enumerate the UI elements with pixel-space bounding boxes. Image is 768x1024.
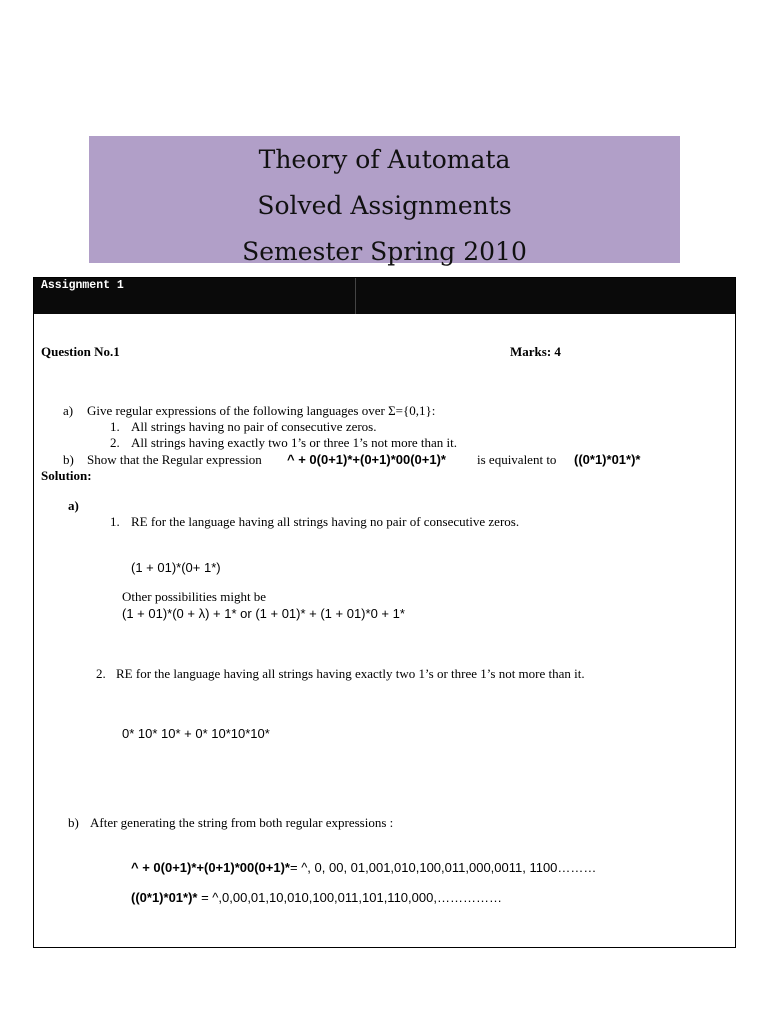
solution-1-alternatives: (1 + 01)*(0 + λ) + 1* or (1 + 01)* + (1 + 01)*0 + 1* bbox=[122, 606, 405, 621]
item-b-text: Show that the Regular expression bbox=[87, 452, 262, 467]
solution-1-other-label: Other possibilities might be bbox=[122, 589, 267, 604]
solution-1-number: 1. bbox=[110, 514, 120, 529]
item-a-label: a) bbox=[63, 403, 74, 418]
header-divider bbox=[355, 278, 356, 314]
solution-b-label: b) bbox=[68, 815, 79, 830]
solution-1-text: RE for the language having all strings having no pair of consecutive zeros. bbox=[131, 514, 520, 529]
item-b-label: b) bbox=[63, 452, 74, 467]
solution-b-expression-1: ^ + 0(0+1)*+(0+1)*00(0+1)* bbox=[131, 860, 290, 875]
item-a-text: Give regular expressions of the following languages over Σ={0,1}: bbox=[87, 403, 436, 418]
item-b-middle-text: is equivalent to bbox=[477, 452, 557, 467]
title-banner bbox=[89, 136, 680, 266]
solution-b-text: After generating the string from both regular expressions : bbox=[90, 815, 394, 830]
item-a2-text: All strings having exactly two 1’s or three 1’s not more than it. bbox=[131, 435, 458, 450]
solution-b-expression-2: ((0*1)*01*)* bbox=[131, 890, 198, 905]
item-a1-text: All strings having no pair of consecutive zeros. bbox=[131, 419, 377, 434]
solution-2-number: 2. bbox=[96, 666, 106, 681]
solution-b-line-2 bbox=[131, 890, 502, 906]
solution-2-regex: 0* 10* 10* + 0* 10*10*10* bbox=[122, 726, 270, 741]
item-b-expression-1: ^ + 0(0+1)*+(0+1)*00(0+1)* bbox=[287, 452, 446, 467]
item-a1-number: 1. bbox=[110, 419, 120, 434]
title-line-3: Semester Spring 2010 bbox=[242, 237, 527, 266]
marks-label: Marks: 4 bbox=[510, 344, 561, 359]
solution-a-label: a) bbox=[68, 498, 79, 513]
assignment-label: Assignment 1 bbox=[41, 279, 124, 292]
assignment-frame bbox=[33, 277, 736, 948]
solution-b-line-1 bbox=[131, 860, 596, 876]
item-b-expression-2: ((0*1)*01*)* bbox=[574, 452, 641, 467]
title-line-2: Solved Assignments bbox=[257, 191, 512, 220]
title-line-1: Theory of Automata bbox=[258, 145, 511, 174]
solution-label: Solution: bbox=[41, 468, 92, 483]
solution-2-text: RE for the language having all strings having exactly two 1’s or three 1’s not more than it. bbox=[116, 666, 585, 681]
solution-b-generated-1: = ^, 0, 00, 01,001,010,100,011,000,0011, 1100……… bbox=[290, 860, 597, 875]
item-a2-number: 2. bbox=[110, 435, 120, 450]
question-label: Question No.1 bbox=[41, 344, 120, 359]
assignment-header-bar bbox=[34, 278, 735, 314]
solution-b-generated-2: = ^,0,00,01,10,010,100,011,101,110,000,…………… bbox=[197, 890, 502, 905]
solution-1-regex: (1 + 01)*(0+ 1*) bbox=[131, 560, 221, 575]
